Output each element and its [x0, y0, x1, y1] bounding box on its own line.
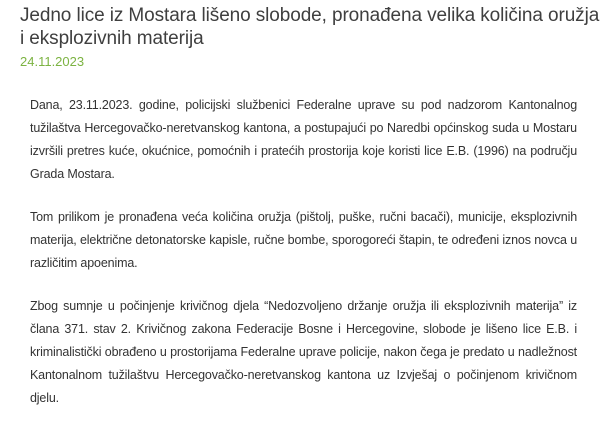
article-paragraph: Tom prilikom je pronađena veća količina oružja (pištolj, puške, ručni bacači), municije, eksplozivnih materija, električne detonatorske kapisle, ručne bombe, sporogoreći štapin, te određeni iznos novca u različitim apoenima.: [30, 210, 577, 270]
article-paragraph: Dana, 23.11.2023. godine, policijski službenici Federalne uprave su pod nadzorom Kantonalnog tužilaštva Hercegovačko-neretvanskog kantona, a postupajući po Naredbi općinskog suda u Mostaru izvršili pretres kuće, okućnice, pomoćnih i pratećih prostorija koje koristi lice E.B. (1996) na području Grada Mostara.: [30, 98, 577, 181]
article-date: 24.11.2023: [20, 54, 85, 69]
article-title: Jedno lice iz Mostara lišeno slobode, pronađena velika količina oružja i eksplozivnih materija: [20, 5, 600, 49]
article-body: [30, 94, 577, 430]
article-paragraph: Zbog sumnje u počinjenje krivičnog djela “Nedozvoljeno držanje oružja ili eksplozivnih materija” iz člana 371. stav 2. Krivičnog zakona Federacije Bosne i Hercegovine, slobode je lišeno lice E.B. i kriminalistički obrađeno u prostorijama Federalne uprave policije, nakon čega je predato u nadležnost Kantonalnom tužilaštvu Hercegovačko-neretvanskog kantona uz Izvješaj o počinjenom krivičnom djelu.: [30, 299, 577, 405]
